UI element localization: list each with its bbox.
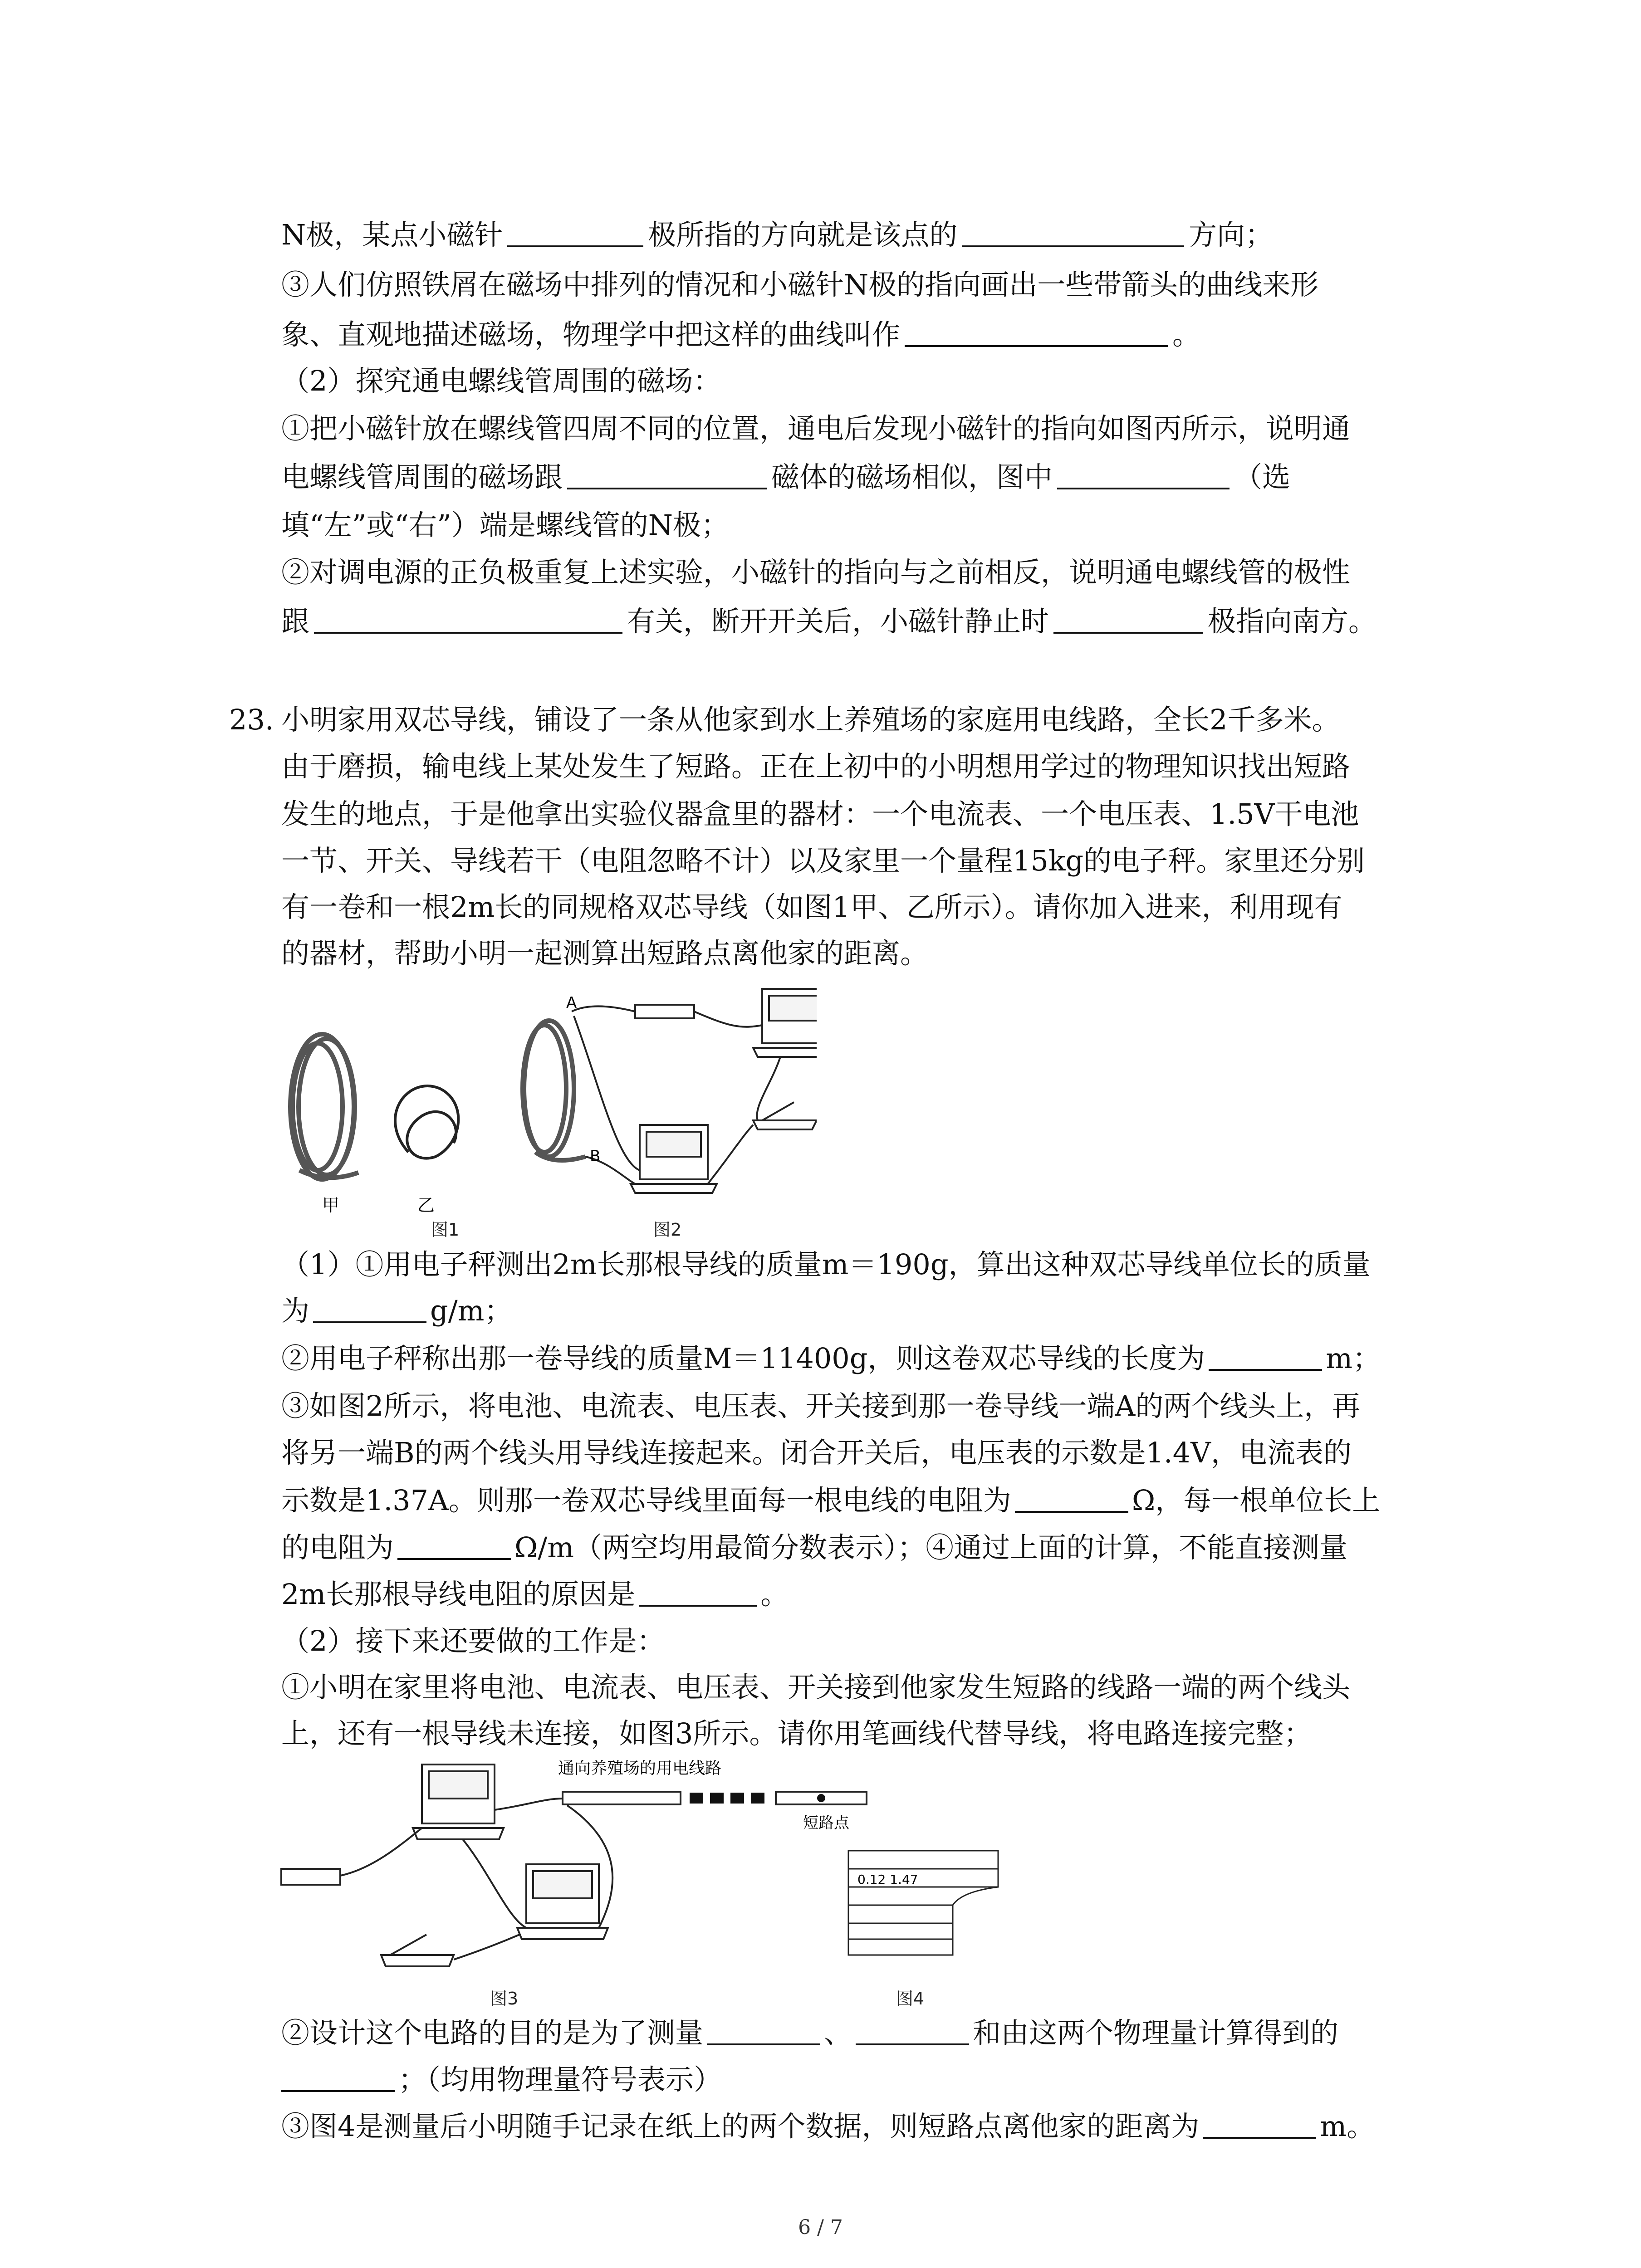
- short-point-icon: [817, 1794, 825, 1802]
- voltmeter-icon: [517, 1864, 608, 1939]
- page-number: 6 / 7: [798, 2216, 843, 2239]
- text-line: 的电阻为 Ω/m（两空均用最简分数表示）；④通过上面的计算，不能直接测量: [281, 1531, 1348, 1564]
- text-line: 将另一端B的两个线头用导线连接起来。闭合开关后，电压表的示数是1.4V，电流表的: [281, 1436, 1352, 1469]
- text-line: ；（均用物理量符号表示）: [281, 2062, 722, 2098]
- text-line: 的器材，帮助小明一起测算出短路点离他家的距离。: [281, 937, 929, 970]
- text-line: 填“左”或“右”）端是螺线管的N极；: [281, 508, 730, 542]
- text-line: N极，某点小磁针 极所指的方向就是该点的 方向；: [281, 218, 1274, 251]
- label-yi: 乙: [417, 1195, 435, 1215]
- short-label: 短路点: [803, 1814, 849, 1832]
- note-paper-icon: [848, 1851, 998, 1955]
- wire-coil-icon: [523, 1021, 585, 1160]
- text-line: 2m长那根导线电阻的原因是 。: [281, 1578, 789, 1611]
- text-line: 小明家用双芯导线，铺设了一条从他家到水上养殖场的家庭用电线路，全长2千多米。: [281, 703, 1340, 736]
- switch-icon: [381, 1935, 454, 1966]
- label-b: B: [590, 1147, 601, 1165]
- figure-caption: 图4: [896, 1989, 925, 2009]
- figure-1-2: [272, 971, 817, 1252]
- text-line: 跟 有关，断开开关后，小磁针静止时 极指向南方。: [281, 605, 1377, 638]
- text-line: 有一卷和一根2m长的同规格双芯导线（如图1甲、乙所示）。请你加入进来，利用现有: [281, 890, 1342, 924]
- label-jia: 甲: [322, 1195, 340, 1215]
- loose-wire-icon: [395, 1086, 458, 1158]
- battery-icon: [635, 1005, 694, 1018]
- figure-caption: 图3: [490, 1989, 519, 2009]
- switch-icon: [753, 1102, 817, 1129]
- ammeter-icon: [753, 989, 817, 1057]
- text-line: ③图4是测量后小明随手记录在纸上的两个数据，则短路点离他家的距离为 m。: [281, 2110, 1375, 2143]
- text-line: 发生的地点，于是他拿出实验仪器盒里的器材：一个电流表、一个电压表、1.5V干电池: [281, 797, 1359, 831]
- label-a: A: [566, 994, 577, 1012]
- text-line: 一节、开关、导线若干（电阻忽略不计）以及家里一个量程15kg的电子秤。家里还分别: [281, 844, 1365, 877]
- text-line: （2）探究通电螺线管周围的磁场：: [281, 364, 721, 397]
- text-line: ③如图2所示，将电池、电流表、电压表、开关接到那一卷导线一端A的两个线头上，再: [281, 1389, 1361, 1422]
- text-line: 由于磨损，输电线上某处发生了短路。正在上初中的小明想用学过的物理知识找出短路: [281, 750, 1351, 783]
- line-label: 通向养殖场的用电线路: [558, 1759, 722, 1778]
- figure-3-4: [272, 1755, 1021, 2009]
- figure-caption: 图1: [431, 1220, 460, 1240]
- text-line: ②对调电源的正负极重复上述实验，小磁针的指向与之前相反，说明通电螺线管的极性: [281, 556, 1351, 589]
- question-number: 23.: [229, 703, 274, 736]
- text-line: ②设计这个电路的目的是为了测量 、 和由这两个物理量计算得到的: [281, 2016, 1339, 2049]
- figure-caption: 图2: [653, 1220, 682, 1240]
- battery-icon: [281, 1869, 340, 1885]
- text-line: （1）①用电子秤测出2m长那根导线的质量m＝190g，算出这种双芯导线单位长的质量: [281, 1248, 1371, 1281]
- text-line: ③人们仿照铁屑在磁场中排列的情况和小磁针N极的指向画出一些带箭头的曲线来形: [281, 268, 1319, 301]
- ammeter-icon: [413, 1765, 504, 1839]
- note-values: 0.12 1.47: [857, 1872, 918, 1887]
- text-line: ②用电子秤称出那一卷导线的质量M＝11400g，则这卷双芯导线的长度为 m；: [281, 1342, 1381, 1375]
- text-line: 示数是1.37A。则那一卷双芯导线里面每一根电线的电阻为 Ω，每一根单位长上: [281, 1484, 1381, 1517]
- wire-coil-icon: [290, 1034, 358, 1179]
- text-line: 电螺线管周围的磁场跟 磁体的磁场相似，图中 （选: [281, 460, 1291, 494]
- text-line: ①小明在家里将电池、电流表、电压表、开关接到他家发生短路的线路一端的两个线头: [281, 1671, 1351, 1704]
- power-line-icon: [563, 1792, 681, 1804]
- text-line: ①把小磁针放在螺线管四周不同的位置，通电后发现小磁针的指向如图丙所示，说明通: [281, 412, 1351, 445]
- text-line: 为 g/m；: [281, 1294, 513, 1327]
- text-line: 象、直观地描述磁场，物理学中把这样的曲线叫作 。: [281, 318, 1201, 351]
- text-line: （2）接下来还要做的工作是：: [281, 1624, 665, 1657]
- voltmeter-icon: [631, 1125, 717, 1193]
- text-line: 上，还有一根导线未连接，如图3所示。请你用笔画线代替导线，将电路连接完整；: [281, 1717, 1312, 1750]
